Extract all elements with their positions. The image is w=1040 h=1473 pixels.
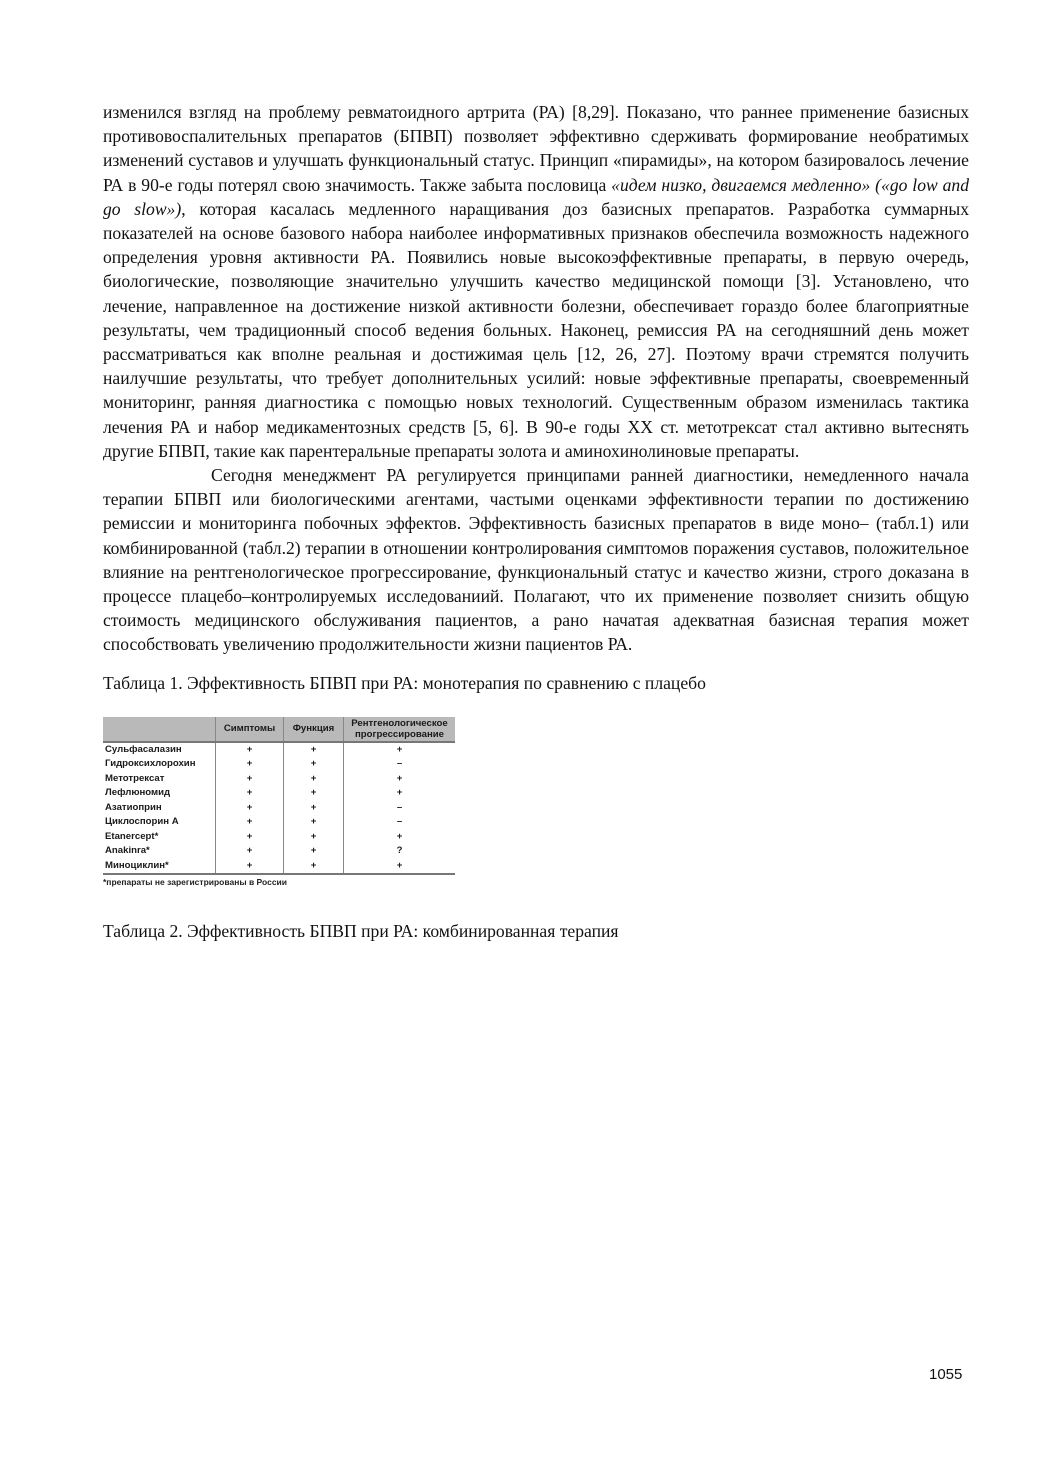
result-cell: + [396, 830, 403, 842]
table-row [103, 844, 455, 859]
table-row [103, 757, 455, 772]
result-cell: + [216, 815, 284, 830]
drug-name-cell: Циклоспорин А [103, 815, 216, 830]
header-cell-drug [103, 717, 216, 742]
result-cell: + [216, 844, 284, 859]
result-cell: + [284, 742, 344, 758]
result-cell: + [216, 830, 284, 845]
table-row [103, 815, 455, 830]
result-cell: + [284, 859, 344, 875]
table-row [103, 830, 455, 845]
header-cell-radiologic: Рентгенологическое прогрессирование [344, 717, 456, 742]
table-1 [103, 717, 455, 876]
result-cell: – [396, 801, 403, 813]
drug-name-cell: Азатиоприн [103, 801, 216, 816]
table-row [103, 859, 455, 875]
result-cell: + [216, 859, 284, 875]
result-cell: + [284, 844, 344, 859]
paragraph-1-italic-proverb: «идем низко, двигаемся медленно» («go low and go slow») [103, 174, 969, 219]
paragraph-1-text-a: изменился взгляд на проблему ревматоидного артрита (РА) [8,29]. Показано, что раннее применение базисных противовоспалительных препаратов (БПВП) позволяет эффективно сдерживать формирование необратимых изменений суставов и улучшать функциональный статус. Принцип «пирамиды», на котором базировалось лечение РА в 90-е годы потерял свою значимость. Также забыта пословица [103, 102, 969, 195]
document-page [103, 100, 969, 943]
table-1-image [103, 717, 455, 888]
result-cell: + [216, 786, 284, 801]
result-cell: + [216, 757, 284, 772]
result-cell: + [216, 772, 284, 787]
result-cell: + [344, 859, 456, 875]
result-cell: + [284, 786, 344, 801]
drug-name-cell: Метотрексат [103, 772, 216, 787]
page-number: 1055 [929, 1366, 963, 1383]
drug-name-cell: Гидроксихлорохин [103, 757, 216, 772]
table-row [103, 786, 455, 801]
drug-name-cell: Миноциклин* [103, 859, 216, 875]
body-paragraph-1 [103, 100, 969, 463]
result-cell: – [396, 758, 403, 770]
table-row [103, 801, 455, 816]
table-2-caption: Таблица 2. Эффективность БПВП при РА: комбинированная терапия [103, 921, 619, 942]
result-cell: + [284, 757, 344, 772]
result-cell: + [284, 830, 344, 845]
result-cell: + [216, 801, 284, 816]
table-1-footnote: *препараты не зарегистрированы в России [103, 877, 287, 888]
result-cell: + [284, 801, 344, 816]
drug-name-cell: Anakinra* [103, 844, 216, 859]
table-row [103, 772, 455, 787]
table-header-row [103, 717, 455, 742]
drug-name-cell: Сульфасалазин [103, 742, 216, 758]
table-1-caption: Таблица 1. Эффективность БПВП при РА: монотерапия по сравнению с плацебо [103, 672, 706, 693]
result-cell: + [396, 772, 403, 784]
header-cell-symptoms: Симптомы [216, 717, 284, 742]
result-cell: + [216, 742, 284, 758]
result-cell: ? [396, 845, 403, 857]
result-cell: + [284, 772, 344, 787]
drug-name-cell: Etanercept* [103, 830, 216, 845]
body-paragraph-2: Сегодня менеджмент РА регулируется принципами ранней диагностики, немедленного начала терапии БПВП или биологическими агентами, частыми оценками эффективности терапии по достижению ремиссии и мониторинга побочных эффектов. Эффективность базисных препаратов в виде моно– (табл.1) или комбинированной (табл.2) терапии в отношении контролирования симптомов поражения суставов, положительное влияние на рентгенологическое прогрессирование, функциональный статус и качество жизни, строго доказана в процессе плацебо–контролируемых исследованиий. Полагают, что их применение позволяет снизить общую стоимость медицинского обслуживания пациентов, а рано начатая адекватная базисная терапия может способствовать увеличению продолжительности жизни пациентов РА. [103, 465, 969, 655]
header-cell-function: Функция [284, 717, 344, 742]
result-cell: + [396, 743, 403, 755]
result-cell: – [396, 816, 403, 828]
result-cell: + [396, 787, 403, 799]
result-cell: + [284, 815, 344, 830]
paragraph-1-text-b: , которая касалась медленного наращивания доз базисных препаратов. Разработка суммарных показателей на основе базового набора наиболее информативных признаков обеспечила возможность надежного определения уровня активности РА. Появились новые высокоэффективные препараты, в первую очередь, биологические, позволяющие значительно улучшить качество медицинской помощи [3]. Установлено, что лечение, направленное на достижение низкой активности болезни, обеспечивает гораздо более благоприятные результаты, чем традиционный способ ведения больных. Наконец, ремиссия РА на сегодняшний день может рассматриваться как вполне реальная и достижимая цель [12, 26, 27]. Поэтому врачи стремятся получить наилучшие результаты, что требует дополнительных усилий: новые эффективные препараты, своевременный мониторинг, ранняя диагностика с помощью новых технологий. Существенным образом изменилась тактика лечения РА и набор медикаментозных средств [5, 6]. В 90-е годы XX ст. метотрексат стал активно вытеснять другие БПВП, такие как парентеральные препараты золота и аминохинолиновые препараты. [103, 198, 969, 461]
table-row [103, 742, 455, 758]
drug-name-cell: Лефлюномид [103, 786, 216, 801]
